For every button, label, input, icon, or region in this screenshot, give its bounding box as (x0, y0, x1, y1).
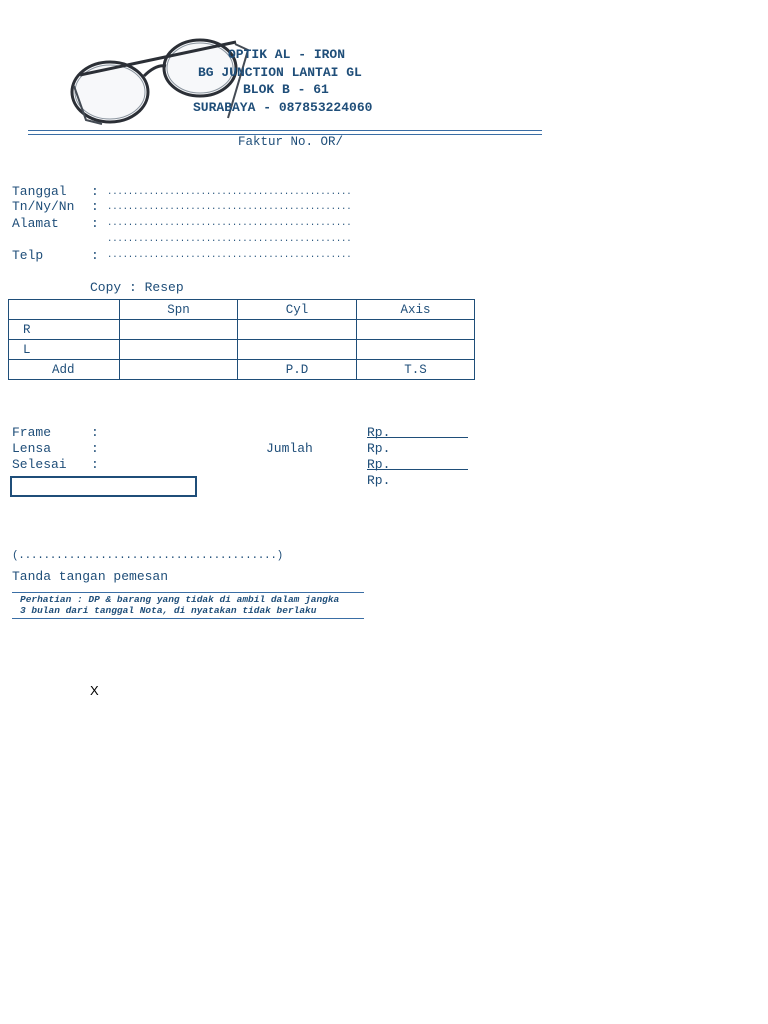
phone-field[interactable]: ............................................... (107, 250, 352, 260)
date-label: Tanggal (12, 184, 67, 199)
l-cyl-cell[interactable] (238, 340, 357, 360)
invoice-number-label: Faktur No. OR/ (238, 135, 344, 149)
done-label: Selesai (12, 457, 67, 472)
signature-label: Tanda tangan pemesan (12, 569, 169, 584)
frame-colon: : (91, 425, 99, 440)
ts-label: T.S (357, 360, 475, 380)
frame-label: Frame (12, 425, 52, 440)
name-colon: : (91, 199, 99, 214)
address-field-line2[interactable]: ............................................... (107, 234, 352, 244)
lens-label: Lensa (12, 441, 52, 456)
table-header-row (9, 300, 475, 320)
notice-line2: 3 bulan dari tanggal Nota, di nyatakan tidak berlaku (20, 605, 317, 616)
header-rule-top (28, 130, 542, 131)
add-value-cell[interactable] (120, 360, 238, 380)
r-cyl-cell[interactable] (238, 320, 357, 340)
lens-price: Rp. (367, 441, 391, 456)
done-date-input[interactable] (10, 476, 197, 497)
phone-label: Telp (12, 248, 44, 263)
store-address-line1: BG JUNCTION LANTAI GL (198, 65, 362, 80)
date-colon: : (91, 184, 99, 199)
store-city-phone: SURABAYA - 087853224060 (193, 100, 373, 115)
subtotal-price: Rp. (367, 457, 391, 472)
r-axis-cell[interactable] (357, 320, 475, 340)
done-colon: : (91, 457, 99, 472)
store-address-line2: BLOK B - 61 (243, 82, 329, 97)
header-empty-cell (9, 300, 120, 320)
table-row-add (9, 360, 475, 380)
total-label: Jumlah (266, 441, 313, 456)
pd-label: P.D (238, 360, 357, 380)
header-cyl: Cyl (238, 300, 357, 320)
signature-line: (.........................................) (12, 550, 283, 562)
store-name: OPTIK AL - IRON (228, 47, 346, 62)
phone-colon: : (91, 248, 99, 263)
lens-colon: : (91, 441, 99, 456)
frame-price-line (367, 437, 468, 438)
l-axis-cell[interactable] (357, 340, 475, 360)
header-axis: Axis (357, 300, 475, 320)
prescription-table (8, 299, 475, 380)
table-row-left (9, 340, 475, 360)
row-label-add: Add (9, 360, 120, 380)
total-price: Rp. (367, 473, 391, 488)
header-spn: Spn (120, 300, 238, 320)
address-colon: : (91, 216, 99, 231)
row-label-r: R (9, 320, 120, 340)
name-field[interactable]: ............................................... (107, 202, 352, 212)
r-spn-cell[interactable] (120, 320, 238, 340)
l-spn-cell[interactable] (120, 340, 238, 360)
notice-line1: Perhatian : DP & barang yang tidak di ambil dalam jangka (20, 594, 340, 605)
prescription-title: Copy : Resep (90, 280, 184, 295)
table-row-right (9, 320, 475, 340)
subtotal-price-line (367, 469, 468, 470)
frame-price: Rp. (367, 425, 391, 440)
row-label-l: L (9, 340, 120, 360)
date-field[interactable]: ............................................... (107, 187, 352, 197)
footer-x-mark: X (90, 683, 99, 698)
address-field-line1[interactable]: ............................................... (107, 218, 352, 228)
name-label: Tn/Ny/Nn (12, 199, 75, 214)
address-label: Alamat (12, 216, 59, 231)
